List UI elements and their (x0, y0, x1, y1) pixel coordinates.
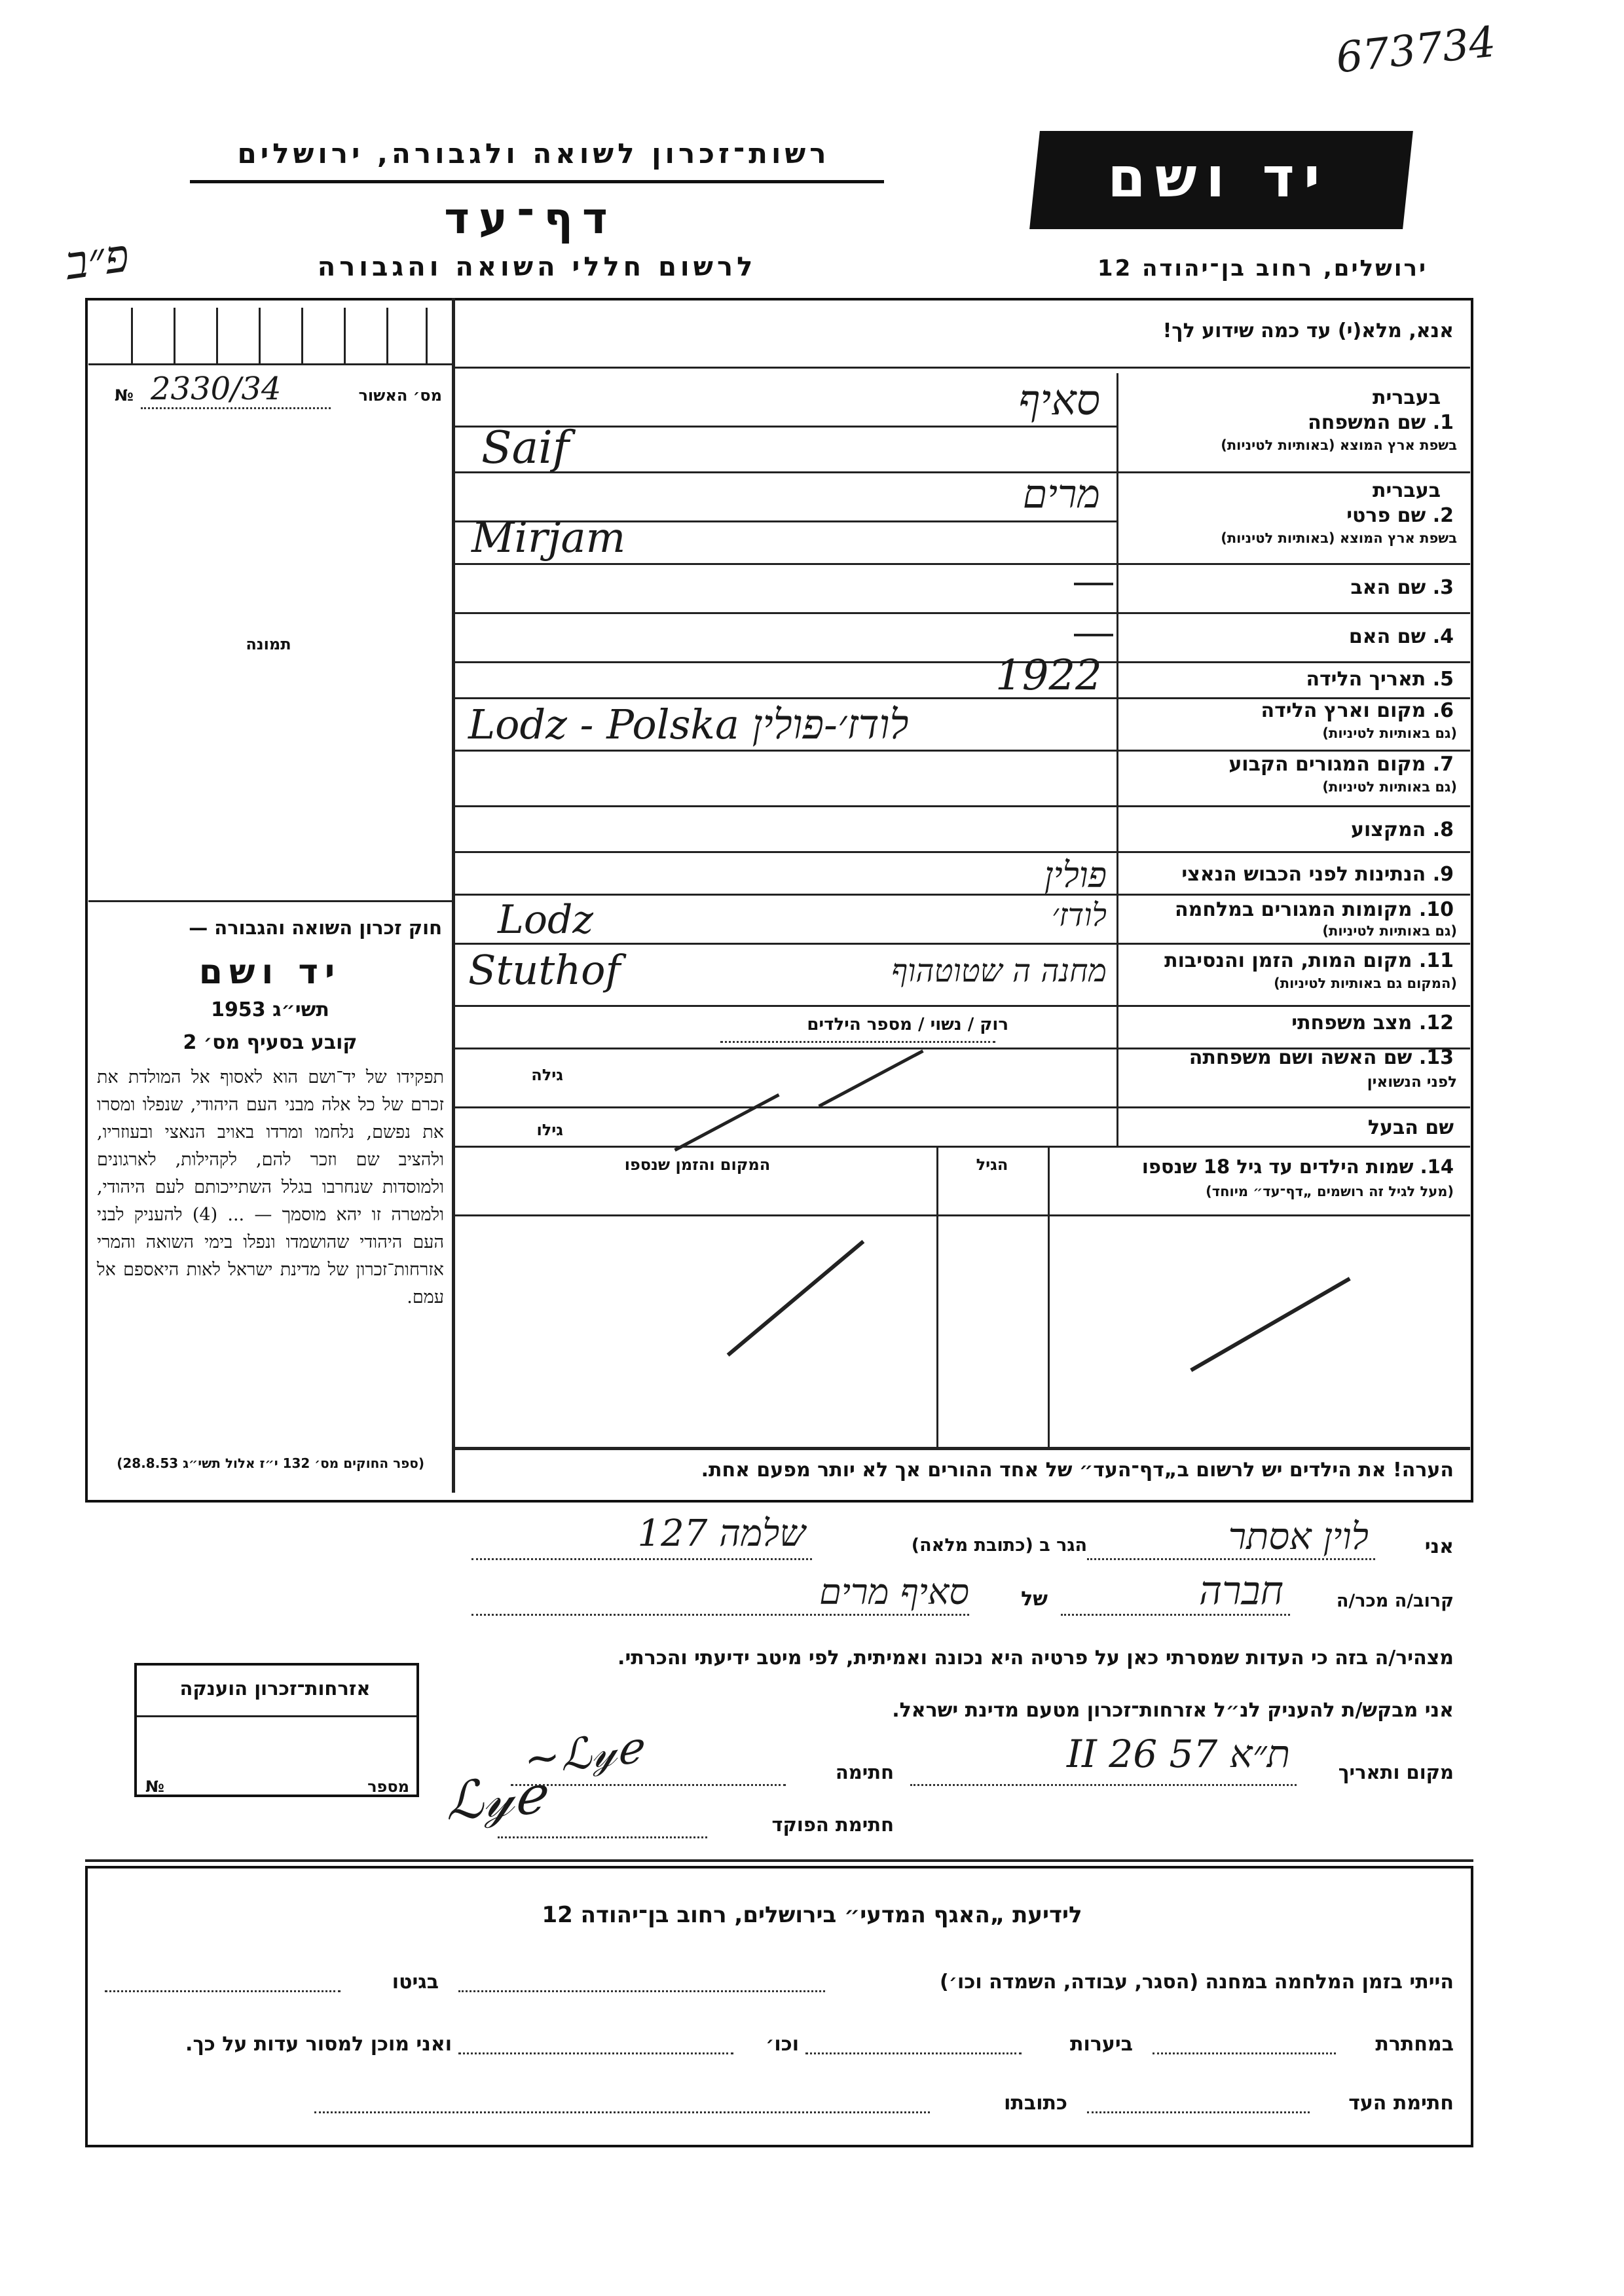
field-2-latin-value[interactable]: Mirjam (471, 514, 626, 562)
field-5-label: 5. תאריך הלידה (1306, 668, 1454, 691)
bottom-line2-a: במחתרת (1375, 2033, 1454, 2056)
cert-label: מס׳ האשור (358, 386, 442, 405)
field-7-label: 7. מקום המגורים הקבוע (1228, 753, 1454, 776)
field-6-note: (גם באותיות לטיניות) (1322, 725, 1457, 741)
field-12-options: רוק / נשוי / מספר הילדים (807, 1015, 1008, 1034)
field-8-label: 8. המקצוע (1351, 818, 1454, 841)
field-1-latin-value[interactable]: Saif (481, 422, 570, 474)
field-6-value[interactable]: Lodz - Polska לודז׳-פולין (468, 701, 909, 748)
field-2-note: בשפת ארץ המוצא (באותיות לטיניות) (1221, 530, 1457, 546)
field-14-place-header: המקום והזמן שנספו (624, 1156, 771, 1174)
relation-of-name[interactable]: סאיף מרים (819, 1571, 969, 1613)
archive-number: 673734 (1333, 18, 1498, 83)
field-14-note: (מעל לגיל זה רושמים „דף־עד״ מיוחד) (1206, 1184, 1454, 1199)
field-12-label: 12. מצב משפחתי (1291, 1011, 1454, 1034)
citizenship-title: אזרחות־זכרון הוענקה (179, 1677, 371, 1700)
photo-label: תמונה (246, 635, 291, 653)
field-3-label: 3. שם האב (1350, 576, 1454, 599)
field-13-label: 13. שם האשה ושם משפחתה (1189, 1046, 1454, 1069)
field-13-age-label: גילה (531, 1066, 563, 1084)
field-5-value[interactable]: 1922 (995, 651, 1102, 700)
relation-value[interactable]: חברה (1198, 1568, 1283, 1614)
field-10-hebrew-value[interactable]: לודז׳ (1052, 897, 1107, 934)
law-clause: קובע בסעיף מס׳ 2 (183, 1031, 358, 1054)
declarant-name[interactable]: לוין אסתר (1228, 1516, 1369, 1558)
field-14-label: 14. שמות הילדים עד גיל 18 שנספו (1141, 1156, 1454, 1178)
address: ירושלים, רחוב בן־יהודה 12 (1097, 255, 1428, 282)
authority-name: רשות־זכרון לשואה ולגבורה, ירושלים (237, 137, 830, 170)
bottom-line2-c: וכו׳ (766, 2033, 799, 2056)
field-2-label: 2. שם פרטי (1346, 504, 1454, 527)
bottom-line2-d: ואני מוכן למסור עדות על כך. (185, 2033, 452, 2056)
field-11-hebrew-value[interactable]: מחנה ה שטוטהוף (891, 953, 1107, 989)
form-title: דף־עד (444, 193, 617, 244)
law-body: תפקידו של יד־ושם הוא לאסוף אל המולדת את זכרם של כל אלה מבני העם היהודי, שנפלו ומסרו את נפשם, נלחמו ומרדו באויב הנאצי ובעוזריו, ולהציב שם וזכר להם, לקהילות, לארגונים ולמוסדות שנחרבו בגלל השתייכותם לעם היהודי, ולמטרה זו יהא מוסמך — ... (4) להעניק לבני העם היהודי שהושמדו ונפלו בימי השואה והמרי אזרחות־זכרון של מדינת ישראל לאות היאספם אל עמם. (97, 1067, 445, 1307)
field-9-label: 9. הנתינות לפני הכבוש הנאצי (1181, 863, 1454, 886)
citizenship-no: № (145, 1777, 164, 1796)
bottom-line3-b: כתובתו (1004, 2092, 1067, 2115)
field-13-note: לפני הנשואין (1367, 1074, 1457, 1091)
field-4-label: 4. שם האם (1348, 625, 1454, 648)
request-text: אני מבקש/ת להעניק לנ״ל אזרחות־זכרון מטעם מדינת ישראל. (892, 1699, 1454, 1722)
husband-label: שם הבעל (1367, 1116, 1454, 1139)
field-1-tag: בעברית (1373, 386, 1441, 409)
declaration-text: מצהיר/ה בזה כי העדות שמסרתי כאן על פרטיה היא נכונה ואמיתית, לפי מיטב ידיעתי והכרתי. (618, 1647, 1454, 1669)
field-11-latin-value[interactable]: Stuthof (468, 946, 621, 994)
intro-text: אנא, מלא(י) עד כמה שידוע לך! (1162, 319, 1454, 342)
bottom-line1-b: בגיטו (392, 1971, 439, 1994)
field-3-dash (1074, 583, 1113, 585)
law-year: תשי״ג 1953 (211, 998, 329, 1021)
field-10-note: (גם באותיות לטיניות) (1322, 923, 1457, 939)
declarant-i-label: אני (1424, 1535, 1454, 1558)
official-signature-label: חתימת הפוקד (771, 1813, 894, 1836)
place-date-value[interactable]: ת״א 57 II 26 (1067, 1732, 1290, 1776)
bottom-line3-a: חתימת העד (1348, 2092, 1454, 2115)
cert-no-label: № (115, 386, 134, 405)
field-11-label: 11. מקום המות, הזמן והנסיבות (1164, 949, 1454, 972)
field-14-age-header: הגיל (976, 1156, 1008, 1174)
yad-vashem-logo (1029, 131, 1413, 229)
field-11-note: (המקום גם באותיות לטיניות) (1274, 975, 1457, 991)
field-7-note: (גם באותיות לטיניות) (1322, 779, 1457, 795)
form-subtitle: לרשום חללי השואה והגבורה (317, 252, 757, 282)
logo-text: יד ושם (1107, 145, 1329, 210)
husband-age-label: גילו (536, 1121, 563, 1139)
bottom-line1-a: הייתי בזמן המלחמה במחנה (הסגר, עבודה, השמדה וכו׳) (940, 1971, 1454, 1994)
citizenship-number-label: מספר (367, 1777, 409, 1796)
handwritten-mark: פ״ב (62, 228, 133, 291)
field-1-note: בשפת ארץ המוצא (באותיות לטיניות) (1221, 437, 1457, 453)
field-10-label: 10. מקומות המגורים במלחמה (1175, 898, 1454, 921)
relation-label: קרוב/ה מכר/ה (1336, 1591, 1454, 1611)
law-title: חוק זכרון השואה והגבורה — (189, 917, 442, 939)
field-4-dash (1074, 634, 1113, 636)
field-1-label: 1. שם המשפחה (1308, 411, 1454, 434)
field-2-hebrew-value[interactable]: מרים (1022, 471, 1100, 517)
signature-label: חתימה (835, 1761, 894, 1783)
law-name: יד ושם (198, 953, 342, 992)
cert-number: 2330/34 (151, 371, 282, 407)
declarant-address[interactable]: שלמה 127 (637, 1512, 805, 1555)
note-text: הערה! את הילדים יש לרשום ב„דף־העד״ של אחד ההורים אך לא יותר מפעם אחת. (701, 1459, 1454, 1482)
place-date-label: מקום ותאריך (1338, 1761, 1454, 1783)
field-10-latin-value[interactable]: Lodz (498, 897, 593, 943)
field-2-tag: בעברית (1373, 479, 1441, 502)
relation-of-label: של (1021, 1588, 1048, 1611)
bottom-title: לידיעת „האגף המדעי״ בירושלים, רחוב בן־יהודה 12 (542, 1902, 1082, 1928)
field-9-value[interactable]: פולין (1044, 854, 1107, 896)
law-reference: (ספר החוקים מס׳ 132 י״ז אלול תשי״ג 28.8.53) (117, 1455, 424, 1471)
field-1-hebrew-value[interactable]: סאיף (1018, 376, 1100, 425)
declarant-signature: ~ℒ𝓎ℯ (521, 1722, 644, 1785)
bottom-line2-b: ביערות (1070, 2033, 1133, 2056)
field-6-label: 6. מקום וארץ הלידה (1261, 699, 1454, 722)
official-signature: ℒ𝓎ℯ (443, 1764, 547, 1832)
declarant-resides-label: הגר ב (כתובת מלאה) (911, 1535, 1087, 1556)
